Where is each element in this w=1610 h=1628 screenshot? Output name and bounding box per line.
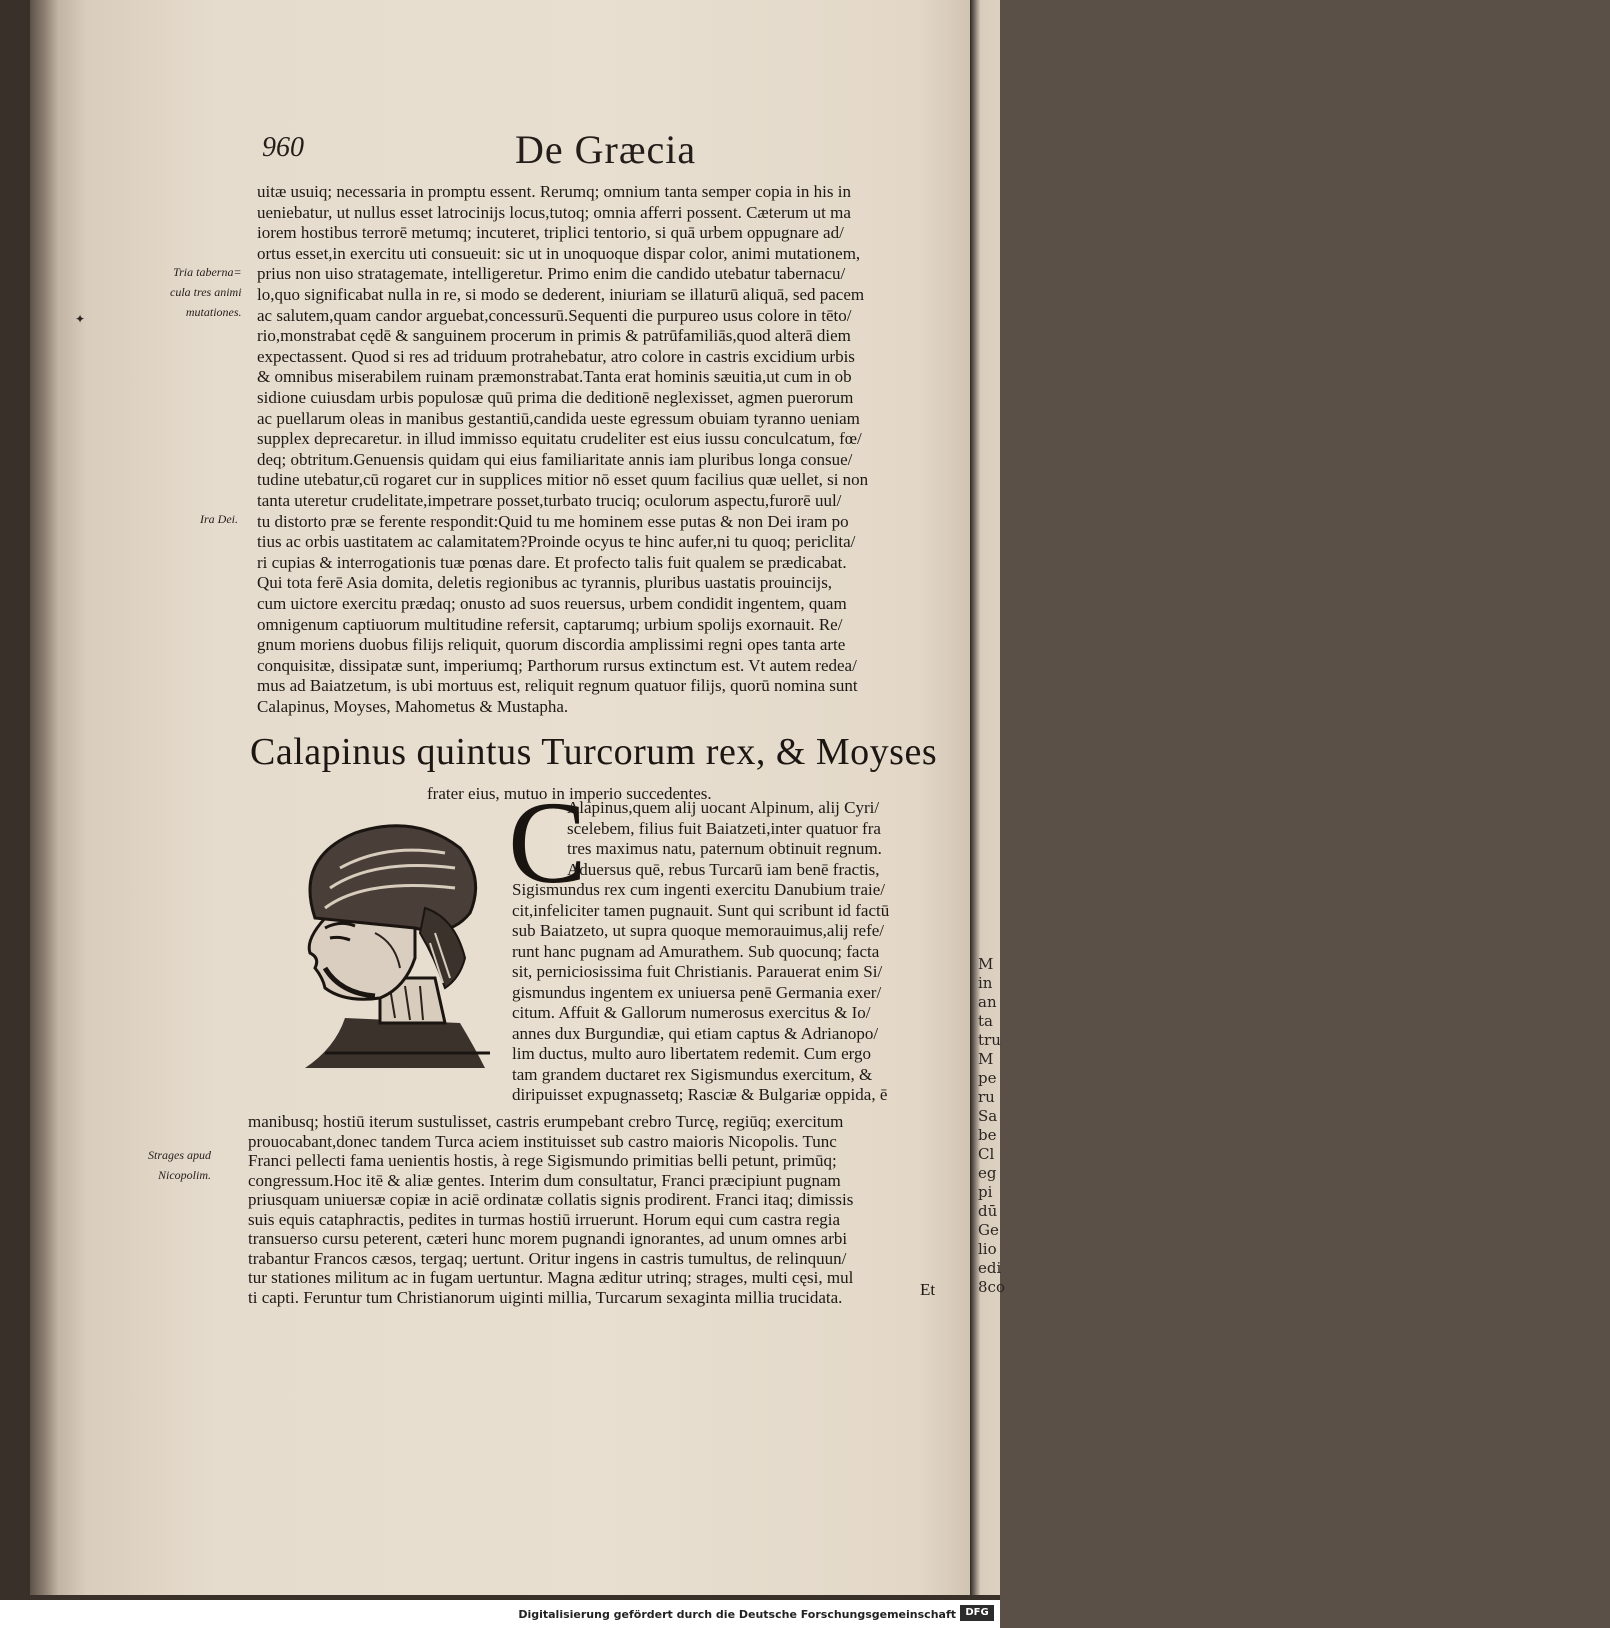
- text-line: ortus esset,in exercitu uti consueuit: sic ut in unoquoque dispar color, animi mutationem,: [257, 243, 861, 263]
- text-line: sidione cuiusdam urbis populosæ quū prima die deditionē neglexisset, agmen puerorum: [257, 388, 854, 407]
- footer-bar: [0, 1600, 1000, 1628]
- text-line: mus ad Baiatzetum, is ubi mortuus est, reliquit regnum quatuor filijs, quorū nomina sunt: [257, 676, 858, 696]
- text-line: ac puellarum oleas in manibus gestantiū,candida ueste egressum obuiam tyranno ueniam: [257, 408, 860, 428]
- margin-note-line: mutationes.: [185, 305, 242, 319]
- next-page-fragment: 8co: [978, 1278, 1005, 1296]
- text-line: tanta uteretur crudelitate,impetrare posset,turbato truciq; oculorum aspectu,furorē uul/: [257, 491, 842, 510]
- text-line: sub Baiatzeto, ut supra quoque memorauimus,alij refe/: [512, 921, 885, 940]
- text-line: lo,quo significabat nulla in re, si modo se dederent, iniuriam se illaturū aliquā, sed pacem: [257, 285, 865, 304]
- text-line: expectassent. Quod si res ad triduum protrahebatur, atro colore in castris excidium urbis: [257, 346, 855, 366]
- text-line: cum uictore exercitu prædaq; onusto ad suos reuersus, urbem condidit ingentem, quam: [257, 594, 847, 613]
- next-page-fragment: Ge: [978, 1221, 999, 1239]
- text-line: sit, perniciosissima fuit Christianis. Parauerat enim Si/: [512, 962, 883, 981]
- margin-note-strages: [148, 1145, 211, 1185]
- text-line: conquisitæ, dissipatæ sunt, imperiumq; Parthorum rursus extinctum est. Vt autem redea/: [257, 655, 857, 675]
- text-line: diripuisset expugnassetq; Rasciæ & Bulgariæ oppida, ē: [512, 1085, 888, 1104]
- margin-note-line: Nicopolim.: [158, 1168, 211, 1182]
- text-line: congressum.Hoc itē & aliæ gentes. Interim dum consultatur, Franci præcipiunt pugnam: [248, 1170, 841, 1190]
- text-line: cit,infeliciter tamen pugnauit. Sunt qui scribunt id factū: [512, 900, 890, 920]
- text-line: Qui tota ferē Asia domita, deletis regionibus ac tyrannis, pluribus uastatis prouincijs,: [257, 573, 833, 593]
- text-line: omnigenum captiuorum multitudine refersit, captarumq; urbium spolijs exornauit. Re/: [257, 614, 843, 634]
- text-line: tam grandem ductaret rex Sigismundus exercitum, &: [512, 1064, 873, 1084]
- text-line: rio,monstrabat cędē & sanguinem procerum in primis & patrūfamiliās,quod alterā diem: [257, 326, 851, 346]
- text-line: manibusq; hostiū iterum sustulisset, castris erumpebant crebro Turcę, regiūq; exercitum: [248, 1112, 844, 1131]
- text-line: Alapinus,quem alij uocant Alpinum, alij Cyri/: [567, 798, 880, 817]
- footer-credit: Digitalisierung gefördert durch die Deutsche Forschungsgemeinschaft: [518, 1608, 956, 1621]
- text-line: uitæ usuiq; necessaria in promptu essent. Rerumq; omnium tanta semper copia in his in: [257, 182, 851, 201]
- next-page-fragment: eg: [978, 1164, 997, 1182]
- text-line: Aduersus quē, rebus Turcarū iam benē fractis,: [567, 859, 880, 879]
- next-page-fragment: M: [978, 1050, 994, 1068]
- text-line: tres maximus natu, paternum obtinuit regnum.: [567, 839, 882, 858]
- text-line: & omnibus miserabilem ruinam præmonstrabat.Tanta erat hominis sæuitia,ut cum in ob: [257, 367, 852, 387]
- text-line: suis equis cataphractis, pedites in turmas hostiū irruerunt. Horum equi cum castra regia: [248, 1209, 841, 1229]
- next-page-fragment: edi: [978, 1259, 1002, 1277]
- text-line: prouocabant,donec tandem Turca aciem instituisset sub castro maioris Nicopolis. Tunc: [248, 1131, 837, 1151]
- text-line: iorem hostibus terrorē metumq; incuteret, triplici tentorio, si quā urbem oppugnare ad/: [257, 223, 844, 243]
- next-page-fragment: pi: [978, 1183, 993, 1201]
- text-line: gismundus ingentem ex uniuersa penē Germania exer/: [512, 982, 882, 1002]
- next-page-fragment: ru: [978, 1088, 995, 1106]
- text-line: trabantur Francos cæsos, tergaq; uertunt. Oritur ingens in castris tumultus, de relinquun/: [248, 1248, 847, 1268]
- text-line: tudine utebatur,cū rogaret cur in supplices mitior nō esset quum facilius quæ uellet, si non: [257, 470, 869, 490]
- text-line: tur stationes militum ac in fugam uertuntur. Magna æditur utrinq; strages, multi cęsi, mul: [248, 1268, 854, 1287]
- text-line: gnum moriens duobus filijs reliquit, quorum discordia amplissimi regni opes tanta arte: [257, 635, 846, 655]
- next-page-fragment: ta: [978, 1012, 993, 1030]
- dfg-logo-icon: DFG: [960, 1605, 994, 1621]
- text-line: priusquam uniuersæ copiæ in aciē ordinatæ collatis signis prodirent. Franci itaq; dimissis: [248, 1190, 854, 1209]
- text-line: ti capti. Feruntur tum Christianorum uiginti millia, Turcarum sexaginta millia trucidata.: [248, 1287, 843, 1307]
- margin-note-line: Tria taberna=: [173, 265, 242, 279]
- text-line: deq; obtritum.Genuensis quidam qui eius familiaritate annis iam pluribus longa consue/: [257, 449, 853, 469]
- running-title: De Græcia: [515, 127, 697, 172]
- section-subheading: frater eius, mutuo in imperio succedentes.: [427, 784, 712, 803]
- next-page-fragment: pe: [978, 1069, 997, 1087]
- text-line: Sigismundus rex cum ingenti exercitu Danubium traie/: [512, 880, 885, 899]
- margin-note-line: Strages apud: [148, 1148, 211, 1162]
- next-page-fragment: dū: [978, 1202, 998, 1220]
- page-number: 960: [262, 132, 304, 163]
- text-line: transuerso cursu peterent, cæteri hunc morem pugnandi ignorantes, ad unum omnes arbi: [248, 1229, 848, 1248]
- next-page-fragment: lio: [978, 1240, 997, 1258]
- text-line: lim ductus, multo auro libertatem redemit. Cum ergo: [512, 1044, 871, 1063]
- next-page-fragment: an: [978, 993, 997, 1011]
- decorated-initial: C: [508, 777, 587, 908]
- text-line: runt hanc pugnam ad Amurathem. Sub quocunq; facta: [512, 941, 880, 961]
- margin-note-ira-dei: Ira Dei.: [200, 512, 238, 526]
- text-line: ac salutem,quam candor arguebat,concessurū.Sequenti die purpureo usus colore in tēto/: [257, 305, 852, 325]
- portrait-woodcut-image: [285, 818, 507, 1076]
- binding-gutter: [30, 0, 60, 1595]
- text-line: annes dux Burgundiæ, qui etiam captus & Adrianopo/: [512, 1023, 879, 1043]
- margin-note-tabernacula: [170, 262, 242, 322]
- next-page-fragment: be: [978, 1126, 997, 1144]
- next-page-fragment: in: [978, 974, 993, 992]
- text-line: prius non uiso stratagemate, intelligeretur. Primo enim die candido utebatur tabernacu/: [257, 264, 846, 284]
- pointer-mark-icon: ✦: [75, 312, 86, 326]
- text-line: supplex deprecaretur. in illud immisso equitatu crudeliter est eius iussu conculcatum, fœ/: [257, 429, 862, 449]
- text-line: tius ac orbis uastitatem ac calamitatem?Proinde ocyus te hinc aufer,ni tu quoq; periclita/: [257, 532, 856, 552]
- text-line: ri cupias & interrogationis tuæ pœnas dare. Et profecto talis fuit qualem se prædicabat.: [257, 552, 847, 572]
- next-page-edge: [970, 0, 1005, 1595]
- section-heading: Calapinus quintus Turcorum rex, & Moyses: [250, 731, 938, 773]
- next-page-fragment: tru: [978, 1031, 1001, 1049]
- text-line: tu distorto præ se ferente respondit:Quid tu me hominem esse putas & non Dei iram po: [257, 511, 849, 531]
- text-line: Franci pellecti fama uenientis hostis, à rege Sigismundo primitias belli petunt, primūq;: [248, 1151, 837, 1170]
- text-line: scelebem, filius fuit Baiatzeti,inter quatuor fra: [567, 818, 881, 838]
- next-page-fragment: Sa: [978, 1107, 998, 1125]
- next-page-fragment: Cl: [978, 1145, 995, 1163]
- text-line: citum. Affuit & Gallorum numerosus exercitus & Io/: [512, 1003, 871, 1022]
- catchword: Et: [920, 1280, 936, 1299]
- next-page-fragment: M: [978, 955, 994, 973]
- text-line: ueniebatur, ut nullus esset latrocinijs locus,tutoq; omnia afferri possent. Cæterum ut ma: [257, 202, 851, 222]
- margin-note-line: cula tres animi: [170, 285, 242, 299]
- text-line: Calapinus, Moyses, Mahometus & Mustapha.: [257, 697, 569, 716]
